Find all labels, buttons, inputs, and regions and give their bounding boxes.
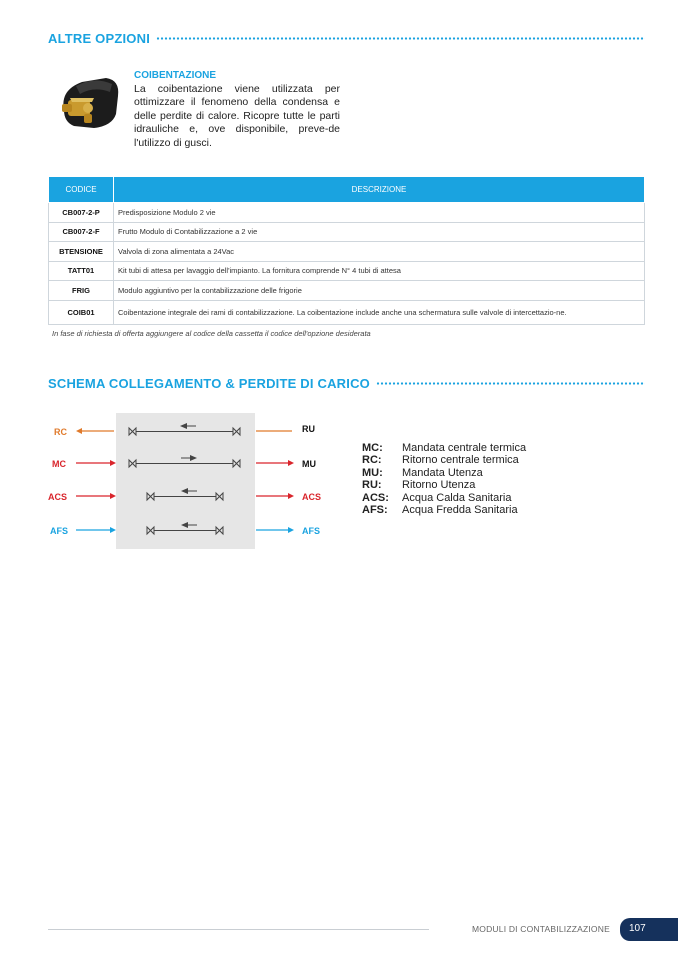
arrow-left-icon xyxy=(76,428,82,434)
legend-item: ACS: Acqua Calda Sanitaria xyxy=(362,491,512,504)
section-header-schema xyxy=(48,376,645,391)
legend-item: AFS: Acqua Fredda Sanitaria xyxy=(362,504,518,517)
options-table xyxy=(48,176,645,325)
table-header-row xyxy=(49,177,645,203)
label-rc: RC xyxy=(54,427,67,437)
arrow-right-icon xyxy=(110,527,116,533)
arrow-right-icon xyxy=(110,460,116,466)
legend-item: RU: Ritorno Utenza xyxy=(362,479,476,492)
row-code: CB007-2-F xyxy=(49,222,114,242)
label-afs-left: AFS xyxy=(50,526,68,536)
label-ru: RU xyxy=(302,424,315,434)
label-acs-left: ACS xyxy=(48,492,68,502)
table-row xyxy=(49,242,645,262)
row-description: Kit tubi di attesa per lavaggio dell'impianto. La fornitura comprende N° 4 tubi di attesa xyxy=(114,261,645,281)
arrow-right-icon xyxy=(288,527,294,533)
row-code: TATT01 xyxy=(49,261,114,281)
arrow-right-icon xyxy=(288,460,294,466)
option-description xyxy=(134,70,340,150)
table-row xyxy=(49,300,645,324)
connection-diagram xyxy=(40,410,340,555)
header-code: CODICE xyxy=(49,177,114,203)
row-description: Frutto Modulo di Contabilizzazione a 2 vie xyxy=(114,222,645,242)
label-mc: MC xyxy=(52,459,66,469)
footer-rule xyxy=(48,929,429,930)
legend-item: MC: Mandata centrale termica xyxy=(362,442,527,454)
table-note: In fase di richiesta di offerta aggiungere al codice della cassetta il codice dell'opzione desiderata xyxy=(52,329,371,338)
table-row xyxy=(49,261,645,281)
dotted-rule xyxy=(376,382,645,385)
row-code: CB007-2-P xyxy=(49,203,114,223)
option-text: La coibentazione viene utilizzata per ottimizzare il fenomeno della condensa e delle perdite di calore. Ricopre tutte le parti idrauliche e, ove disponibile, preve-de l'utilizzo di gusci. xyxy=(134,83,340,149)
table-row xyxy=(49,222,645,242)
dotted-rule xyxy=(156,37,645,40)
row-description: Modulo aggiuntivo per la contabilizzazione delle frigorie xyxy=(114,281,645,301)
label-afs-right: AFS xyxy=(302,526,320,536)
header-description: DESCRIZIONE xyxy=(114,177,645,203)
insulation-product-image xyxy=(54,70,124,132)
row-description: Coibentazione integrale dei rami di contabilizzazione. La coibentazione include anche una schermatura sulle valvole di intercettazio-ne. xyxy=(114,300,645,324)
section-header-altre-opzioni xyxy=(48,31,645,46)
footer-section-title: MODULI DI CONTABILIZZAZIONE xyxy=(472,924,610,934)
label-mu: MU xyxy=(302,459,316,469)
section-title: SCHEMA COLLEGAMENTO & PERDITE DI CARICO xyxy=(48,376,370,391)
page-number: 107 xyxy=(620,918,678,941)
diagram-legend xyxy=(362,442,526,516)
row-description: Valvola di zona alimentata a 24Vac xyxy=(114,242,645,262)
table-row xyxy=(49,203,645,223)
row-code: BTENSIONE xyxy=(49,242,114,262)
arrow-right-icon xyxy=(110,493,116,499)
legend-item: MU: Mandata Utenza xyxy=(362,466,483,479)
label-acs-right: ACS xyxy=(302,492,322,502)
row-description: Predisposizione Modulo 2 vie xyxy=(114,203,645,223)
legend-item: RC: Ritorno centrale termica xyxy=(362,454,519,467)
table-row xyxy=(49,281,645,301)
row-code: COIB01 xyxy=(49,300,114,324)
row-code: FRIG xyxy=(49,281,114,301)
arrow-right-icon xyxy=(288,493,294,499)
option-title: COIBENTAZIONE xyxy=(134,70,217,81)
section-title: ALTRE OPZIONI xyxy=(48,31,151,46)
